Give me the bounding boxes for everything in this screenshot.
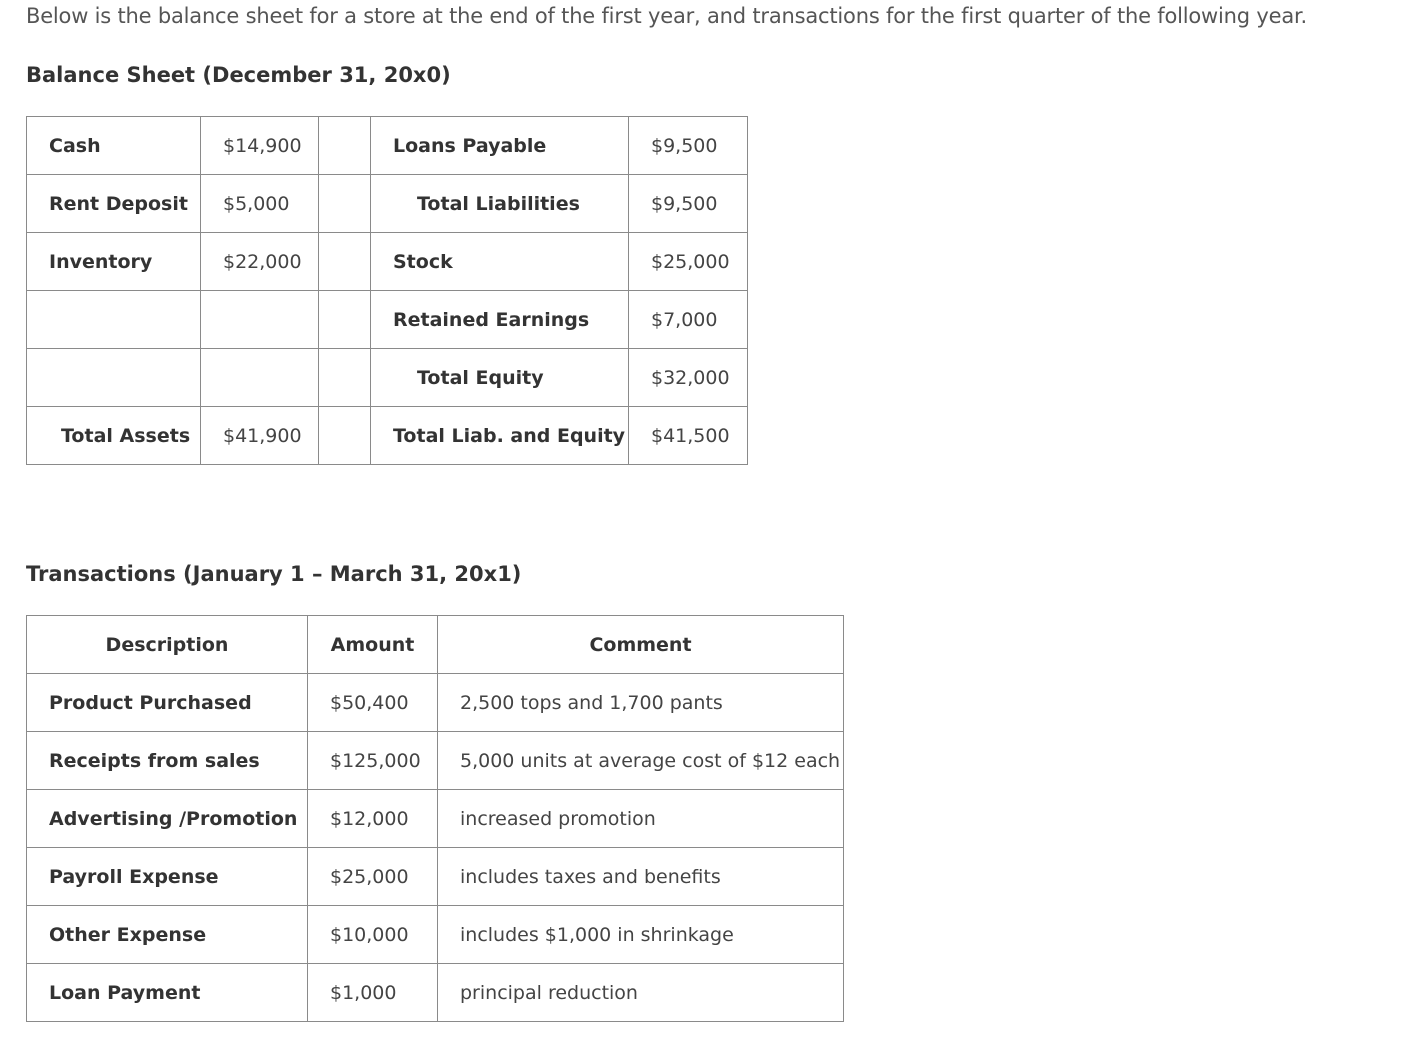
liability-label: Total Liabilities bbox=[371, 175, 629, 233]
table-header-row bbox=[27, 616, 844, 674]
asset-value: $41,900 bbox=[201, 407, 319, 465]
liability-value: $7,000 bbox=[629, 291, 748, 349]
asset-label bbox=[27, 291, 201, 349]
table-row bbox=[27, 117, 748, 175]
asset-value bbox=[201, 349, 319, 407]
transaction-description: Product Purchased bbox=[27, 674, 308, 732]
spacer-cell bbox=[319, 291, 371, 349]
transaction-amount: $12,000 bbox=[308, 790, 438, 848]
table-row bbox=[27, 233, 748, 291]
spacer-cell bbox=[319, 233, 371, 291]
asset-label: Total Assets bbox=[27, 407, 201, 465]
table-row bbox=[27, 906, 844, 964]
table-row bbox=[27, 790, 844, 848]
transactions-heading: Transactions (January 1 – March 31, 20x1) bbox=[26, 562, 522, 586]
transaction-description: Receipts from sales bbox=[27, 732, 308, 790]
transaction-amount: $10,000 bbox=[308, 906, 438, 964]
liability-value: $9,500 bbox=[629, 117, 748, 175]
liability-label: Stock bbox=[371, 233, 629, 291]
transaction-description: Other Expense bbox=[27, 906, 308, 964]
transaction-comment: includes taxes and benefits bbox=[438, 848, 844, 906]
liability-value: $9,500 bbox=[629, 175, 748, 233]
table-row bbox=[27, 732, 844, 790]
transaction-description: Advertising /Promotion bbox=[27, 790, 308, 848]
table-row bbox=[27, 964, 844, 1022]
table-row bbox=[27, 674, 844, 732]
transaction-amount: $125,000 bbox=[308, 732, 438, 790]
liability-label: Total Liab. and Equity bbox=[371, 407, 629, 465]
transactions-table bbox=[26, 615, 844, 1022]
column-header-amount: Amount bbox=[308, 616, 438, 674]
transaction-comment: principal reduction bbox=[438, 964, 844, 1022]
spacer-cell bbox=[319, 349, 371, 407]
liability-value: $32,000 bbox=[629, 349, 748, 407]
asset-label: Cash bbox=[27, 117, 201, 175]
transaction-amount: $50,400 bbox=[308, 674, 438, 732]
spacer-cell bbox=[319, 117, 371, 175]
liability-label: Loans Payable bbox=[371, 117, 629, 175]
transaction-amount: $1,000 bbox=[308, 964, 438, 1022]
spacer-cell bbox=[319, 407, 371, 465]
asset-value bbox=[201, 291, 319, 349]
transaction-comment: increased promotion bbox=[438, 790, 844, 848]
liability-value: $25,000 bbox=[629, 233, 748, 291]
liability-label: Retained Earnings bbox=[371, 291, 629, 349]
asset-value: $14,900 bbox=[201, 117, 319, 175]
transaction-comment: 5,000 units at average cost of $12 each bbox=[438, 732, 844, 790]
liability-label: Total Equity bbox=[371, 349, 629, 407]
asset-label bbox=[27, 349, 201, 407]
transaction-amount: $25,000 bbox=[308, 848, 438, 906]
asset-label: Rent Deposit bbox=[27, 175, 201, 233]
liability-value: $41,500 bbox=[629, 407, 748, 465]
table-row bbox=[27, 349, 748, 407]
transaction-comment: includes $1,000 in shrinkage bbox=[438, 906, 844, 964]
table-row bbox=[27, 175, 748, 233]
balance-sheet-heading: Balance Sheet (December 31, 20x0) bbox=[26, 63, 451, 87]
transaction-description: Payroll Expense bbox=[27, 848, 308, 906]
transaction-description: Loan Payment bbox=[27, 964, 308, 1022]
transaction-comment: 2,500 tops and 1,700 pants bbox=[438, 674, 844, 732]
asset-value: $5,000 bbox=[201, 175, 319, 233]
intro-text: Below is the balance sheet for a store at the end of the first year, and transactions for the first quarter of the following year. bbox=[26, 4, 1307, 28]
asset-label: Inventory bbox=[27, 233, 201, 291]
asset-value: $22,000 bbox=[201, 233, 319, 291]
column-header-description: Description bbox=[27, 616, 308, 674]
balance-sheet-table bbox=[26, 116, 748, 465]
table-row bbox=[27, 407, 748, 465]
table-row bbox=[27, 848, 844, 906]
table-row bbox=[27, 291, 748, 349]
spacer-cell bbox=[319, 175, 371, 233]
column-header-comment: Comment bbox=[438, 616, 844, 674]
